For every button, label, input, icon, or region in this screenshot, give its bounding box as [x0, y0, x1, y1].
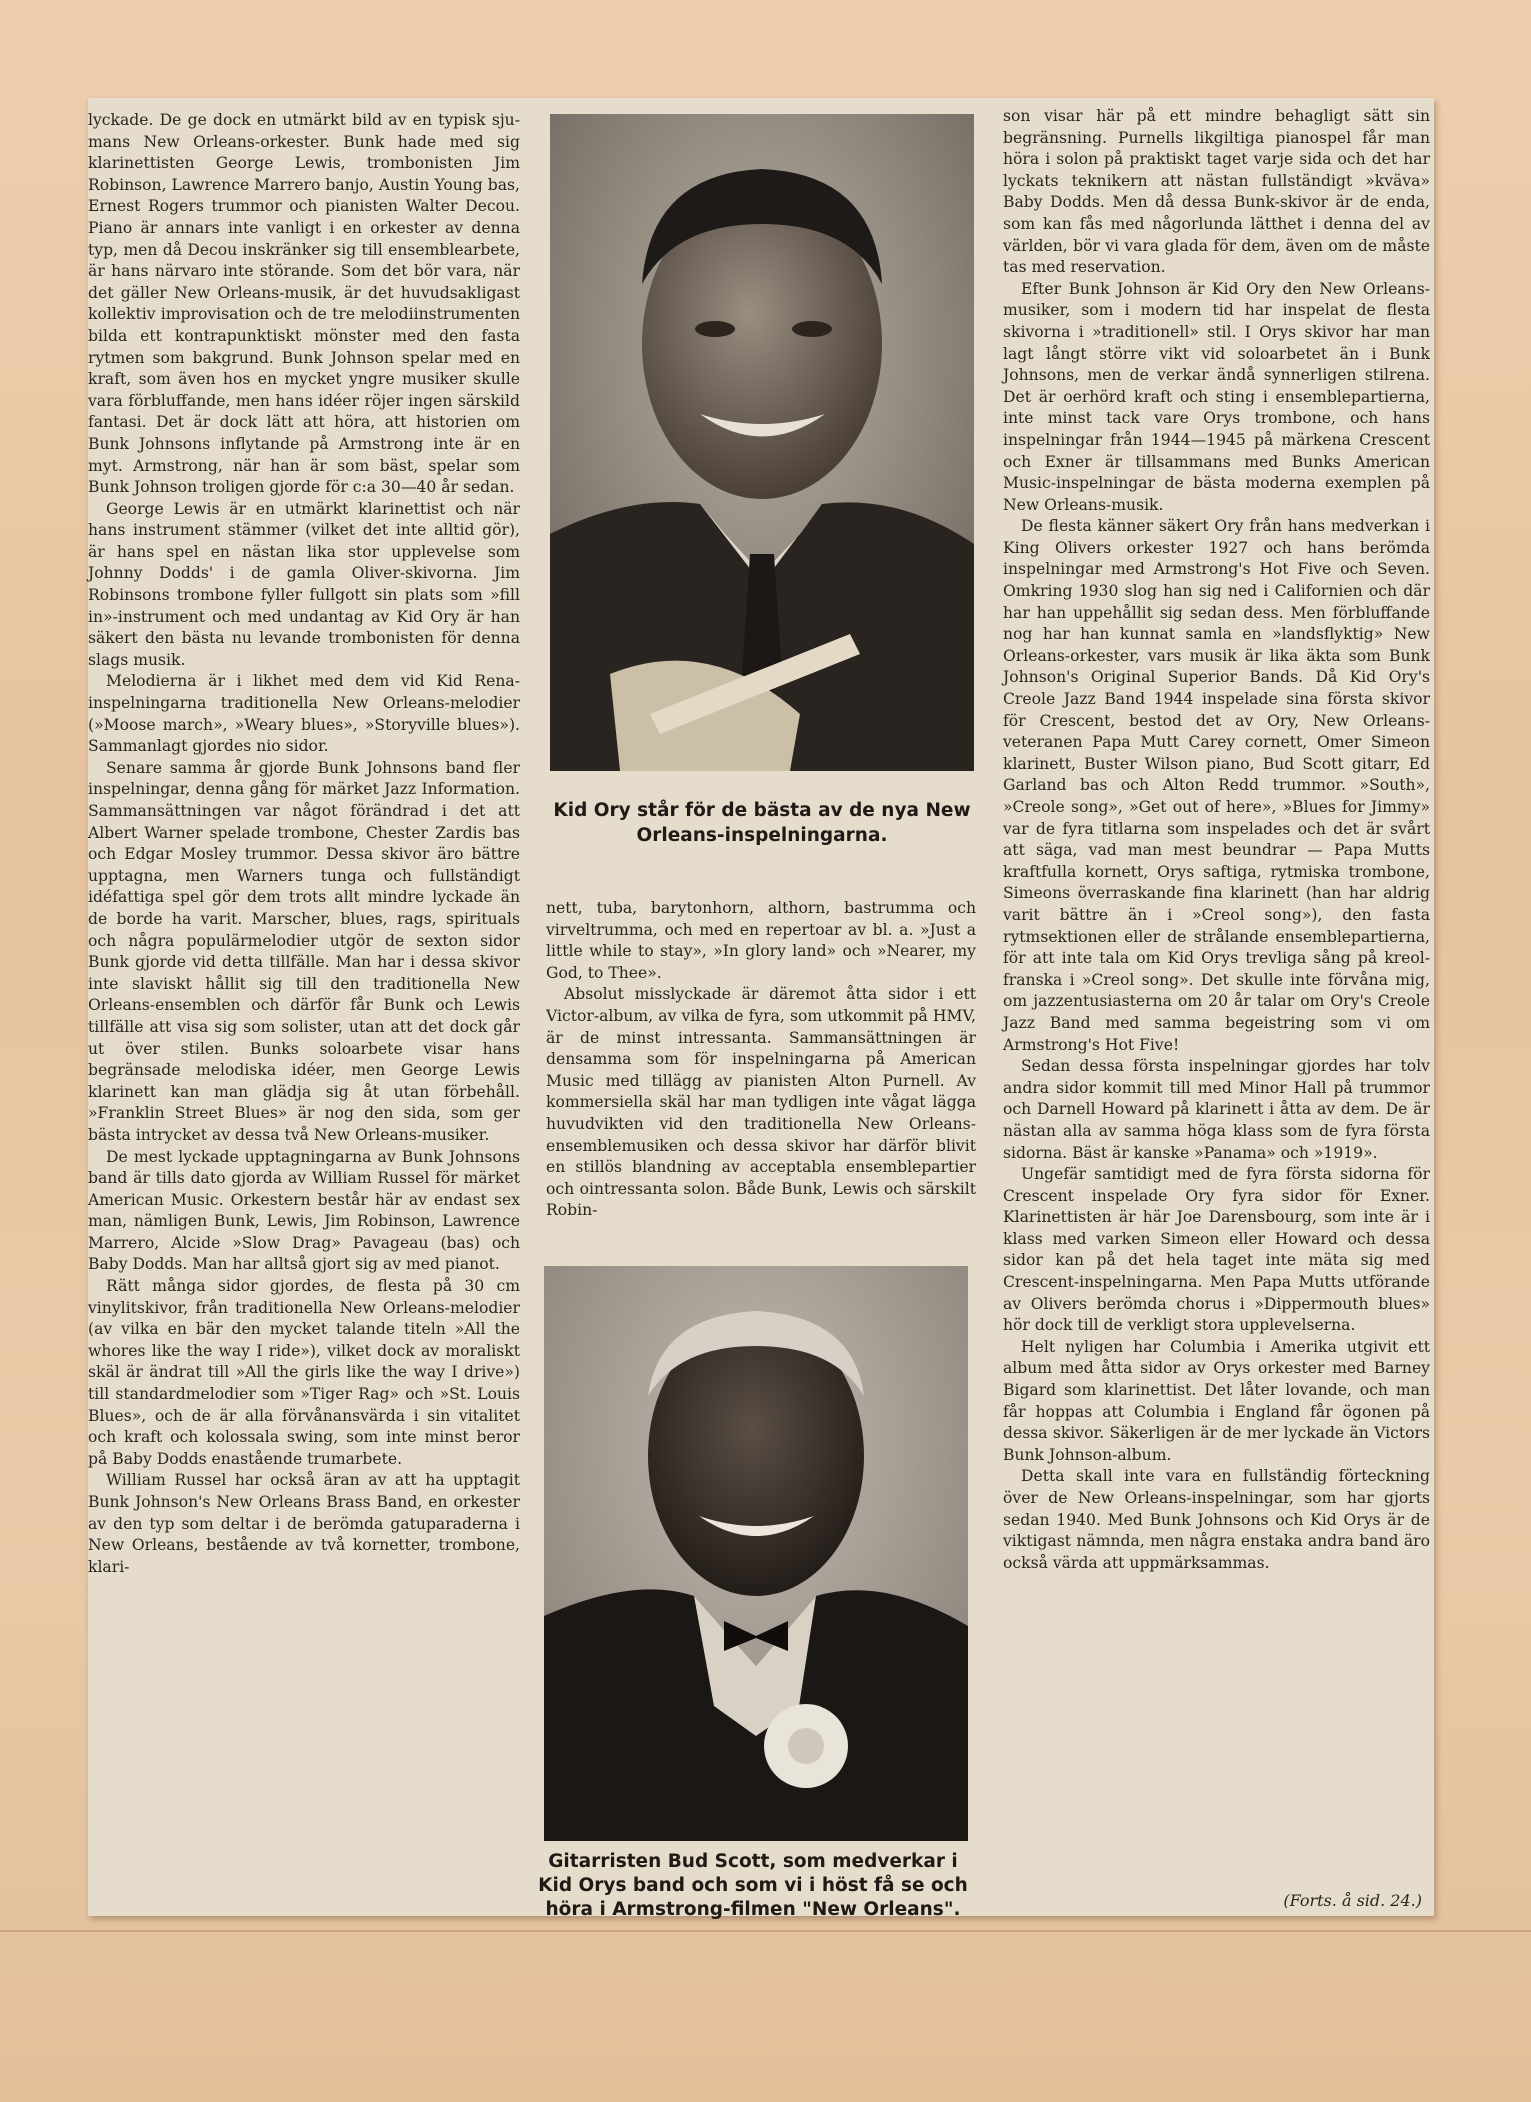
right-paragraph-2: Efter Bunk Johnson är Kid Ory den New Orleans-musiker, som i modern tid har inspelat de flesta skivorna i »traditionell» stil. I Orys skivor har man lagt långt större vikt vid soloarbetet än i Bunk Johnsons, men de verkar ändå synnerligen stilrena. Det är oerhörd kraft och sting i ensemblepartierna, inte minst tack vare Orys trombone, och hans inspelningar från 1944—1945 på märkena Crescent och Exner är tillsammans med Bunks American Music-inspelningar de bästa moderna exemplen på New Orleans-musik.	[1003, 279, 1430, 514]
right-paragraph-3: De flesta känner säkert Ory från hans medverkan i King Olivers orkester 1927 och hans berömda inspelningar med Armstrong's Hot Five och Seven. Omkring 1930 slog han sig ned i Californien och där har han uppehållit sig sedan dess. Men förbluffande nog har han kunnat samla en »landsflyktig» New Orleans-orkester, vars musik är lika äkta som Bunk Johnson's Original Superior Bands. Då Kid Ory's Creole Jazz Band 1944 inspelade sina första skivor för Crescent, bestod det av Ory, New Orleans-veteranen Papa Mutt Carey cornett, Omer Simeon klarinett, Buster Wilson piano, Bud Scott gitarr, Ed Garland bas och Alton Redd trummor. »South», »Creole song», »Get out of here», »Blues for Jimmy» var de fyra titlarna som inspelades och det är svårt att säga, vad man mest beundrar — Papa Mutts kraftfulla kornett, Orys saftiga, rytmiska trombone, Simeons överraskande fina klarinett (han har aldrig varit bättre än i »Creol song»), den fasta rytmsektionen eller de strålande ensemblepartierna, för att inte tala om Kid Orys trevliga sång på kreol-franska i »Creol song». Det skulle inte förvåna mig, om jazzentusiasterna om 20 år talar om Ory's Creole Jazz Band med samma begeistring som vi om Armstrong's Hot Five!	[1003, 517, 1430, 1054]
right-column	[1003, 98, 1430, 1574]
continuation-note: (Forts. å sid. 24.)	[1283, 1891, 1422, 1910]
bud-scott-portrait	[544, 1266, 968, 1841]
left-paragraph-5: De mest lyckade upptagningarna av Bunk Johnsons band är tills dato gjorda av William Russel för märket American Music. Orkestern består här av endast sex man, nämligen Bunk, Lewis, Jim Robinson, Lawrence Marrero, Alcide »Slow Drag» Pavageau (bas) och Baby Dodds. Man har alltså gjort sig av med pianot.	[88, 1147, 520, 1274]
kid-ory-portrait	[550, 114, 974, 771]
left-paragraph-6: Rätt många sidor gjordes, de flesta på 30 cm vinylitskivor, från traditionella New Orleans-melodier (av vilka en bär den mycket talande titeln »All the whores like the way I ride»), vilket dock av moraliskt skäl är ändrat till »All the girls like the way I drive») till standardmelodier som »Tiger Rag» och »St. Louis Blues», och de är alla förvånansvärda i sin vitalitet och kraft och kolossala swing, som inte minst beror på Baby Dodds enastående trumarbete.	[88, 1277, 520, 1468]
kid-ory-caption: Kid Ory står för de bästa av de nya New Orleans-inspelningarna.	[553, 800, 971, 846]
left-column	[88, 98, 520, 1578]
bud-scott-photo	[544, 1266, 968, 1841]
right-paragraph-4: Sedan dessa första inspelningar gjordes har tolv andra sidor kommit till med Minor Hall på trummor och Darnell Howard på klarinett i åtta av dem. De är nästan alla av samma höga klass som de fyra första sidorna. Bäst är kanske »Panama» och »1919».	[1003, 1057, 1430, 1162]
right-paragraph-7: Detta skall inte vara en fullständig förteckning över de New Orleans-inspelningar, som har gjorts sedan 1940. Med Bunk Johnsons och Kid Orys är de viktigast nämnda, men några enstaka andra band äro också värda att uppmärksammas.	[1003, 1467, 1430, 1572]
left-paragraph-7: William Russel har också äran av att ha upptagit Bunk Johnson's New Orleans Brass Band, en orkester av den typ som deltar i de berömda gatuparaderna i New Orleans, bestående av två kornetter, trombone, klari-	[88, 1471, 520, 1576]
newspaper-clipping	[88, 98, 1434, 1920]
left-paragraph-1: lyckade. De ge dock en utmärkt bild av en typisk sju-mans New Orleans-orkester. Bunk hade med sig klarinettisten George Lewis, trombonisten Jim Robinson, Lawrence Marrero banjo, Austin Young bas, Ernest Rogers trummor och pianisten Walter Decou. Piano är annars inte vanligt i en orkester av denna typ, men då Decou inskränker sig till ensemblearbete, är hans närvaro inte störande. Som det bör vara, när det gäller New Orleans-musik, är det huvudsakligast kollektiv improvisation och de tre melodiinstrumenten bilda ett kontrapunktiskt mönster med den fasta rytmen som bakgrund. Bunk Johnson spelar med en kraft, som även hos en mycket yngre musiker skulle vara förbluffande, men hans idéer röjer ingen särskild fantasi. Det är dock lätt att höra, att historien om Bunk Johnsons inflytande på Armstrong inte är en myt. Armstrong, när han är som bäst, spelar som Bunk Johnson troligen gjorde för c:a 30—40 år sedan.	[88, 111, 520, 497]
left-paragraph-3: Melodierna är i likhet med dem vid Kid Rena-inspelningarna traditionella New Orleans-melodier (»Moose march», »Weary blues», »Storyville blues»). Sammanlagt gjordes nio sidor.	[88, 672, 520, 756]
bud-scott-caption: Gitarristen Bud Scott, som medverkar i Kid Orys band och som vi i höst få se och höra i Armstrong-filmen "New Orleans".	[538, 1851, 968, 1920]
right-paragraph-5: Ungefär samtidigt med de fyra första sidorna för Crescent inspelade Ory fyra sidor för Exner. Klarinettisten är här Joe Darensbourg, som inte är i klass med varken Simeon eller Howard och dessa sidor kan på det hela taget inte mäta sig med Crescent-inspelningarna. Men Papa Mutts utförande av Olivers berömda chorus i »Dippermouth blues» hör dock till de verkligt stora upplevelserna.	[1003, 1165, 1430, 1335]
right-paragraph-6: Helt nyligen har Columbia i Amerika utgivit ett album med åtta sidor av Orys orkester med Barney Bigard som klarinettist. Det låter lovande, och man får hoppas att Columbia i England får ögonen på dessa skivor. Säkerligen är de mer lyckade än Victors Bunk Johnson-album.	[1003, 1337, 1430, 1464]
middle-paragraph-1: nett, tuba, barytonhorn, althorn, bastrumma och virveltrumma, och med en repertoar av bl. a. »Just a little while to stay», »In glory land» och »Nearer, my God, to Thee».	[546, 899, 976, 982]
page-fold-line	[0, 1930, 1531, 1932]
middle-paragraph-2: Absolut misslyckade är däremot åtta sidor i ett Victor-album, av vilka de fyra, som utkommit på HMV, är de minst intressanta. Sammansättningen är densamma som för inspelningarna på American Music med tillägg av pianisten Alton Purnell. Av kommersiella skäl har man tydligen inte vågat lägga huvudvikten vid den traditionella New Orleans-ensemblemusiken och dessa skivor har därför blivit en stillös blandning av acceptabla ensemblepartier och ointressanta solon. Både Bunk, Lewis och särskilt Robin-	[546, 985, 976, 1220]
left-paragraph-4: Senare samma år gjorde Bunk Johnsons band fler inspelningar, denna gång för märket Jazz Information. Sammansättningen var något förändrad i det att Albert Warner spelade trombone, Chester Zardis bas och Edgar Mosley trummor. Dessa skivor äro bättre upptagna, men Warners tunga och fullständigt idéfattiga spel gör dem trots allt mindre lyckade än de borde ha varit. Marscher, blues, rags, spirituals och några populärmelodier utgör de sexton sidor Bunk gjorde vid detta tillfälle. Man har i dessa skivor inte slaviskt hållit sig till den traditionella New Orleans-ensemblen och därför får Bunk och Lewis tillfälle att visa sig som solister, utan att det dock går ut över stilen. Bunks soloarbete visar hans begränsade melodiska idéer, men George Lewis klarinett kan man glädja sig åt utan förbehåll. »Franklin Street Blues» är nog den sida, som ger bästa intrycket av dessa två New Orleans-musiker.	[88, 758, 520, 1144]
left-paragraph-2: George Lewis är en utmärkt klarinettist och när hans instrument stämmer (vilket det inte alltid gör), är hans spel en nästan lika stor upplevelse som Johnny Dodds' i de gamla Oliver-skivorna. Jim Robinsons trombone fyller fullgott sin plats som »fill in»-instrument och med undantag av Kid Ory är han säkert den bästa nu levande trombonisten för denna slags musik.	[88, 499, 520, 669]
kid-ory-photo	[550, 114, 974, 771]
middle-column	[546, 898, 976, 1222]
right-paragraph-1: son visar här på ett mindre behagligt sätt sin begränsning. Purnells likgiltiga pianospel får man höra i solon på praktiskt taget varje sida och det har lyckats teknikern att nästan fullständigt »kväva» Baby Dodds. Men då dessa Bunk-skivor är de enda, som kan fås med någorlunda lätthet i denna del av världen, bör vi vara glada för dem, även om de måste tas med reservation.	[1003, 107, 1430, 277]
